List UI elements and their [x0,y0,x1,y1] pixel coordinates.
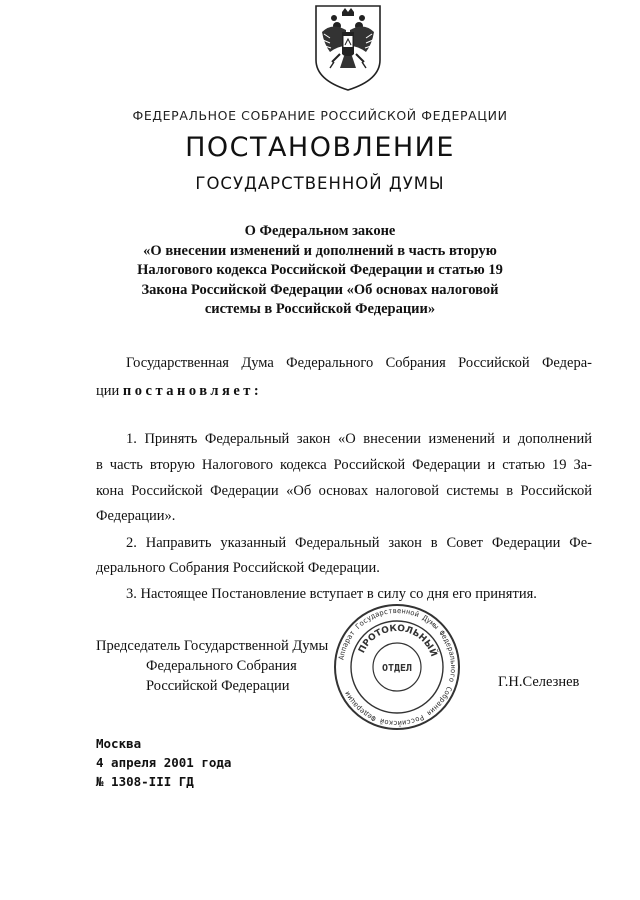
subject-line: О Федеральном законе [244,223,396,239]
item-line: 2. Направить указанный Федеральный закон в Совет Федерации Фе- [126,535,592,551]
signatory-title-line: Федерального Собрания [146,658,297,674]
item-line: Федерации». [96,508,176,524]
item-line: в часть вторую Налогового кодекса Российской Федерации и статью 19 За- [96,457,592,473]
preamble-line: Государственная Дума Федерального Собрания Российской Федера- [126,355,592,371]
document-footer [96,734,231,791]
subject-line: «О внесении изменений и дополнений в часть вторую [143,242,497,259]
resolution-keyword: постановляет: [122,383,263,399]
item-line: кона Российской Федерации «Об основах налоговой системы в Российской [96,483,592,499]
preamble-prefix: ции [96,383,120,399]
subject-line: системы в Российской Федерации» [204,301,436,317]
official-stamp [332,602,462,732]
document-type: ПОСТАНОВЛЕНИЕ [185,132,455,163]
document-subject [110,222,530,320]
signatory-title-line: Российской Федерации [146,678,290,694]
item-line: 3. Настоящее Постановление вступает в силу со дня его принятия. [126,586,537,602]
stamp-inner-text: ПРОТОКОЛЬНЫЙ [357,623,439,659]
subject-line: Налогового кодекса Российской Федерации и статью 19 [137,262,503,278]
document-city: Москва [96,736,142,751]
signatory-title [96,636,336,696]
document-date: 4 апреля 2001 года [96,755,232,770]
item-line: 1. Принять Федеральный закон «О внесении изменений и дополнений [126,431,592,447]
item-line: дерального Собрания Российской Федерации. [96,560,380,576]
subject-line: Закона Российской Федерации «Об основах налоговой [141,281,499,298]
document-issuer: ГОСУДАРСТВЕННОЙ ДУМЫ [195,174,445,193]
preamble-line [96,383,262,400]
stamp-outer-text: Аппарат Государственной Думы Федерального Собрания Российской Федерации [336,605,459,729]
signatory-name: Г.Н.Селезнев [498,674,580,690]
document-number: № 1308-III ГД [96,774,194,789]
russian-coat-of-arms-icon [312,2,384,92]
organization-name: ФЕДЕРАЛЬНОЕ СОБРАНИЕ РОССИЙСКОЙ ФЕДЕРАЦИИ [132,108,508,123]
stamp-center-text: ОТДЕЛ [381,663,413,674]
signatory-title-line: Председатель Государственной Думы [96,638,329,654]
